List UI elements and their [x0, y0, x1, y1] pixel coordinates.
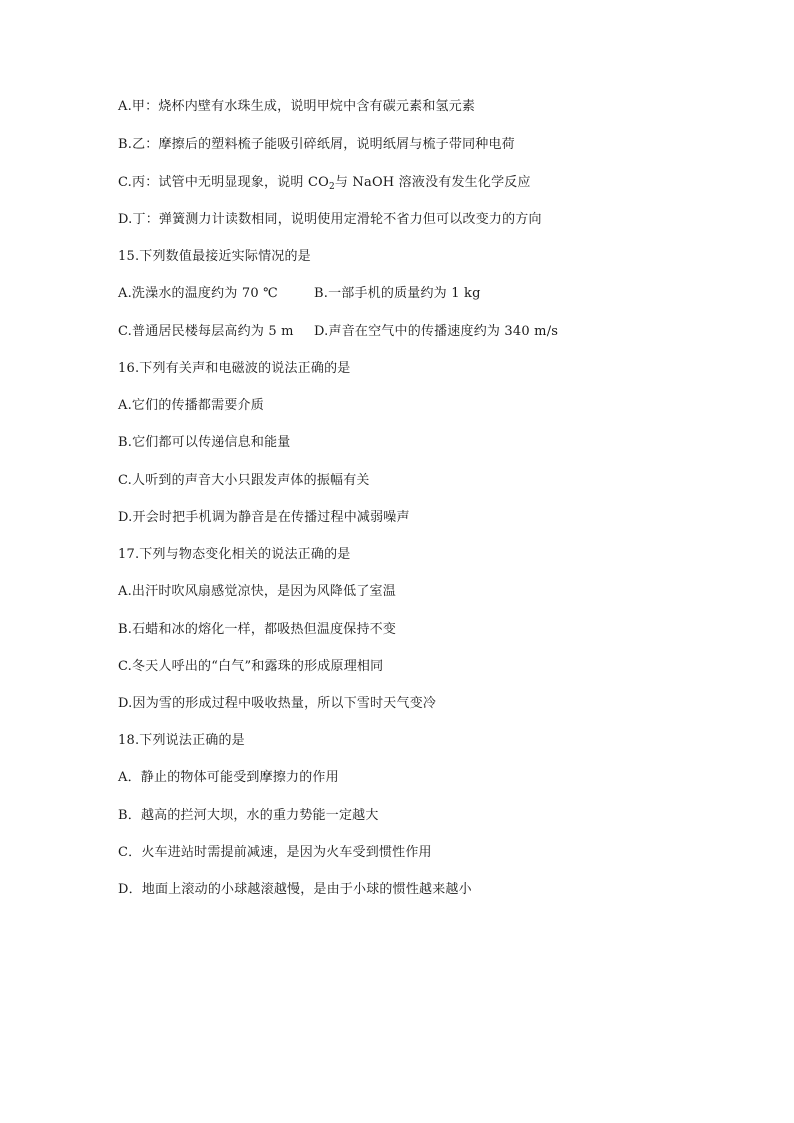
q17-option-b: B.石蜡和冰的熔化一样，都吸热但温度保持不变	[118, 622, 397, 637]
q14-option-d: D.丁：弹簧测力计读数相同，说明使用定滑轮不省力但可以改变力的方向	[118, 212, 542, 227]
q15-option-c: C.普通居民楼每层高约为 5 m	[118, 324, 294, 339]
q14-option-c	[118, 174, 531, 196]
q17-option-c: C.冬天人呼出的“白气”和露珠的形成原理相同	[118, 659, 384, 674]
q18-stem: 18.下列说法正确的是	[118, 733, 245, 748]
q18-option-d: D．地面上滚动的小球越滚越慢，是由于小球的惯性越来越小	[118, 882, 472, 897]
q15-option-a: A.洗澡水的温度约为 70 ℃	[118, 286, 278, 301]
q14-option-c-text-end: 与 NaOH 溶液没有发生化学反应	[334, 175, 531, 190]
q17-option-a: A.出汗时吹风扇感觉凉快，是因为风降低了室温	[118, 584, 396, 599]
q18-option-c: C．火车进站时需提前减速，是因为火车受到惯性作用	[118, 845, 432, 860]
q18-option-b: B．越高的拦河大坝，水的重力势能一定越大	[118, 808, 379, 823]
q15-stem: 15.下列数值最接近实际情况的是	[118, 249, 311, 264]
q16-option-b: B.它们都可以传递信息和能量	[118, 435, 291, 450]
q14-option-c-text: C.丙：试管中无明显现象，说明 CO	[118, 175, 329, 190]
q17-stem: 17.下列与物态变化相关的说法正确的是	[118, 547, 351, 562]
q15-option-d: D.声音在空气中的传播速度约为 340 m/s	[314, 324, 559, 339]
q15-options-row-2	[118, 323, 558, 341]
q14-option-c-subscript: 2	[328, 182, 335, 192]
q18-option-a: A．静止的物体可能受到摩擦力的作用	[118, 770, 339, 785]
q16-stem: 16.下列有关声和电磁波的说法正确的是	[118, 361, 351, 376]
q15-options-row-1	[118, 285, 481, 303]
q16-option-a: A.它们的传播都需要介质	[118, 398, 264, 413]
q17-option-d: D.因为雪的形成过程中吸收热量，所以下雪时天气变冷	[118, 696, 437, 711]
q15-option-b: B.一部手机的质量约为 1 kg	[314, 286, 481, 301]
q14-option-b: B.乙：摩擦后的塑料梳子能吸引碎纸屑，说明纸屑与梳子带同种电荷	[118, 137, 515, 152]
q16-option-d: D.开会时把手机调为静音是在传播过程中减弱噪声	[118, 510, 410, 525]
q16-option-c: C.人听到的声音大小只跟发声体的振幅有关	[118, 473, 370, 488]
q14-option-a: A.甲：烧杯内壁有水珠生成，说明甲烷中含有碳元素和氢元素	[118, 99, 476, 114]
